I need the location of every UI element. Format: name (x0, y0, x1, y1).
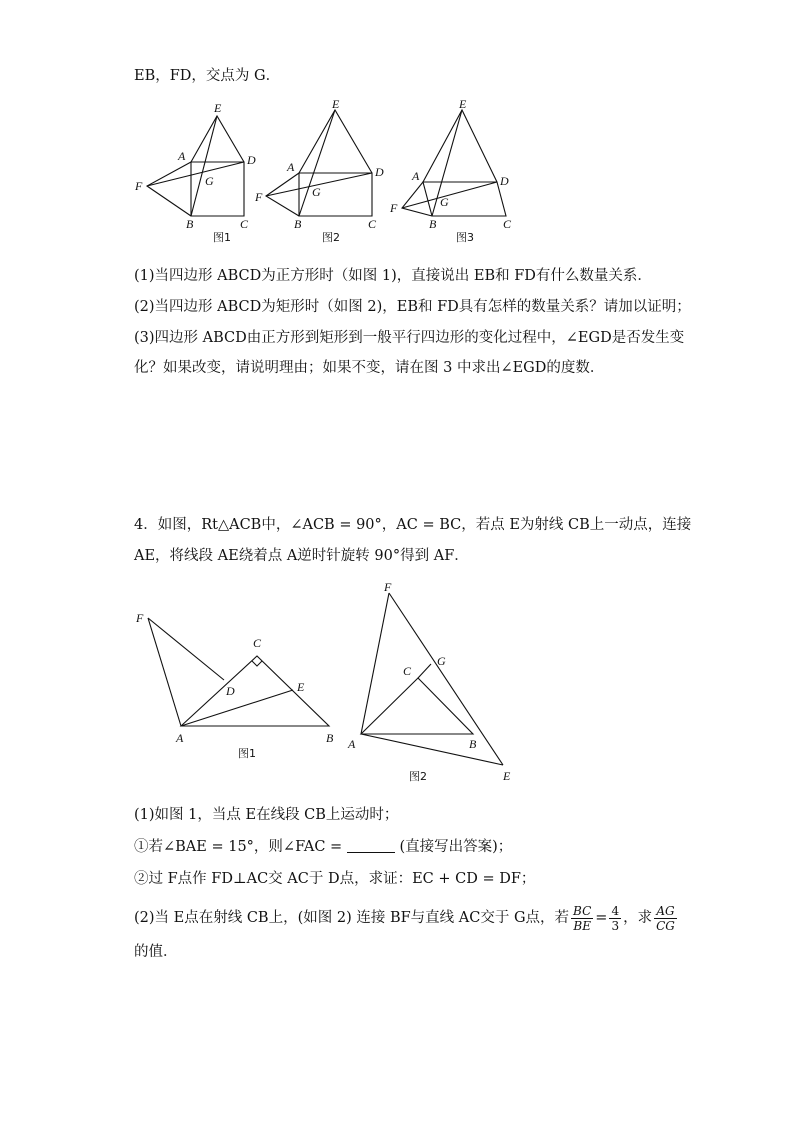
problem4-part2 (134, 902, 679, 934)
problem4-part1a (134, 837, 512, 857)
problem3-question-3-line2: 化？如果改变，请说明理由；如果不变，请在图 3 中求出∠EGD的度数． (134, 360, 605, 376)
p4fig1-label-D: D (226, 684, 235, 698)
fig2-label-B: B (294, 217, 302, 231)
problem4-part1: (1)如图 1，当点 E在线段 CB上运动时； (134, 807, 399, 823)
fig1-label-F: F (135, 179, 143, 193)
fig1-label-D: D (247, 153, 256, 167)
figure-2-rectangle (252, 98, 392, 243)
fig2-label-A: A (287, 160, 295, 174)
p4fig1-label-A: A (176, 731, 184, 745)
p4fig2-label-C: C (403, 664, 412, 678)
fig3-label-C: C (503, 217, 512, 231)
fig3-label-G: G (440, 195, 449, 209)
p4fig2-label-A: A (348, 737, 356, 751)
fig2-label-G: G (312, 185, 321, 199)
fig1-label-B: B (186, 217, 194, 231)
problem4-part1b: ②过 F点作 FD⊥AC交 AC于 D点，求证：EC + CD = DF； (134, 871, 536, 887)
part1a-suffix: (直接写出答案)； (399, 839, 513, 855)
figure-1-square (130, 98, 260, 243)
fig3-caption: 图3 (456, 231, 474, 244)
fig2-label-E: E (332, 97, 340, 111)
fig3-label-D: D (500, 174, 509, 188)
fig1-label-G: G (205, 174, 214, 188)
fraction-4-over-3: $\frac{4}{3}$ (611, 903, 620, 933)
p4fig1-label-B: B (326, 731, 334, 745)
problem3-intro-tail: EB，FD，交点为 G． (134, 68, 281, 84)
p4fig2-label-G: G (437, 654, 446, 668)
part2-ask: ，求 (623, 910, 653, 926)
fig2-label-D: D (375, 165, 384, 179)
fig1-label-E: E (214, 101, 222, 115)
fig3-label-A: A (412, 169, 420, 183)
p4fig2-label-E: E (503, 769, 511, 783)
problem4-statement-line1: 4．如图，Rt△ACB中，∠ACB = 90°，AC = BC，若点 E为射线 CB上一动点，连接 (134, 517, 692, 533)
p4fig1-label-E: E (297, 680, 305, 694)
fig1-caption: 图1 (213, 231, 231, 244)
p4fig1-caption: 图1 (238, 747, 256, 760)
fig3-label-E: E (459, 97, 467, 111)
figure-3-parallelogram (386, 98, 521, 243)
fig3-label-B: B (429, 217, 437, 231)
p4fig1-label-F: F (136, 611, 144, 625)
problem3-question-3-line1: (3)四边形 ABCD由正方形到矩形到一般平行四边形的变化过程中，∠EGD是否发生变 (134, 330, 685, 346)
part2-prefix: (2)当 E点在射线 CB上，(如图 2) 连接 BF与直线 AC交于 G点，若 (134, 910, 570, 926)
part1a-prefix: ①若∠BAE = 15°，则∠FAC = (134, 839, 343, 855)
problem4-part2-tail: 的值． (134, 944, 178, 960)
fig2-label-C: C (368, 217, 377, 231)
fraction-ag-over-cg: $\frac{AG}{CG}$ (656, 903, 675, 933)
answer-blank (347, 838, 395, 853)
problem3-question-2: (2)当四边形 ABCD为矩形时（如图 2)，EB和 FD具有怎样的数量关系？请加以证明； (134, 299, 691, 315)
p4fig2-label-F: F (384, 580, 392, 594)
problem4-statement-line2: AE，将线段 AE绕着点 A逆时针旋转 90°得到 AF． (134, 548, 469, 564)
problem3-question-1: (1)当四边形 ABCD为正方形时（如图 1)，直接说出 EB和 FD有什么数量关系． (134, 268, 652, 284)
fig2-label-F: F (255, 190, 263, 204)
fig1-label-A: A (178, 149, 186, 163)
p4fig1-label-C: C (253, 636, 262, 650)
fig2-caption: 图2 (322, 231, 340, 244)
equals-sign: = (595, 910, 608, 926)
p4fig2-label-B: B (469, 737, 477, 751)
problem4-figure-1 (130, 600, 345, 770)
p4fig2-caption: 图2 (409, 770, 427, 783)
fig3-label-F: F (390, 201, 398, 215)
problem4-figure-2 (343, 575, 528, 785)
fig1-label-C: C (240, 217, 249, 231)
fraction-bc-over-be: $\frac{BC}{BE}$ (573, 903, 592, 933)
